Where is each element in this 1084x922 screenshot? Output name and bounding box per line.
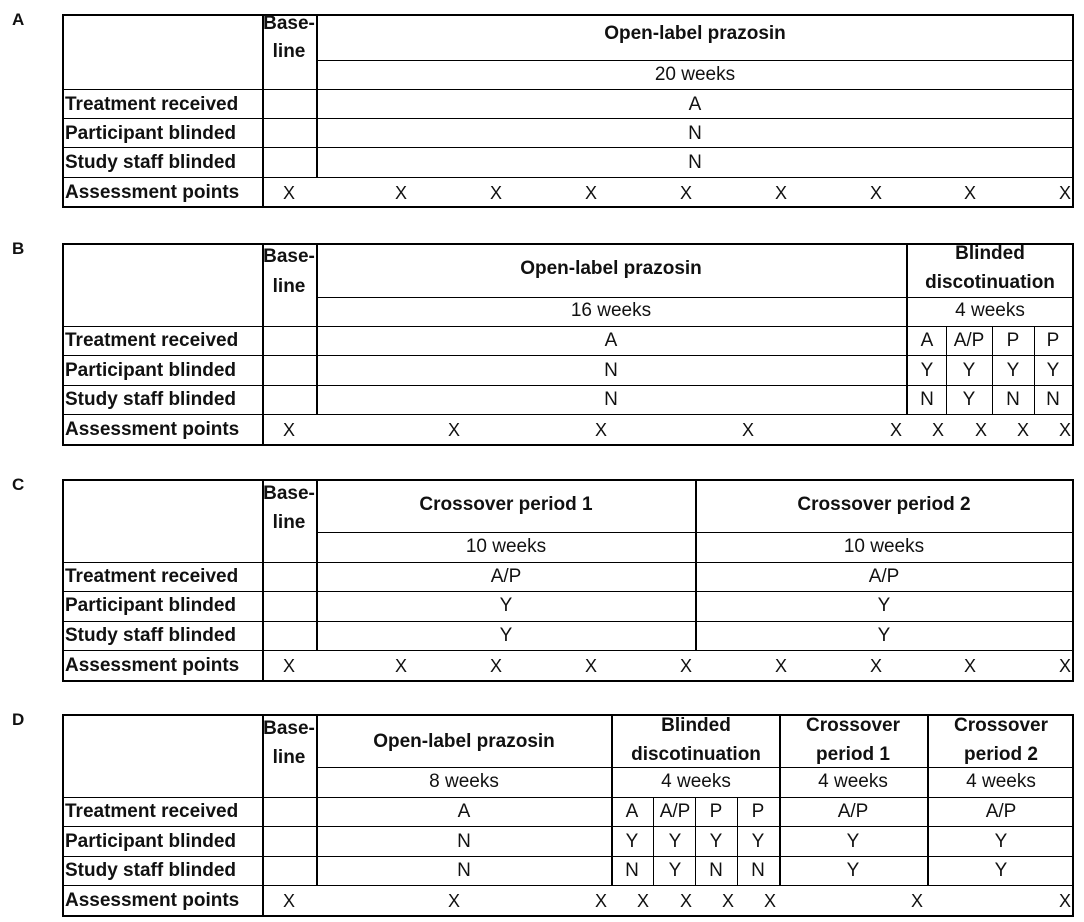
assessment-mark: X xyxy=(869,183,883,203)
assessment-mark: X xyxy=(282,420,296,440)
cell-staff: N xyxy=(751,860,765,881)
assessment-mark: X xyxy=(774,656,788,676)
cell-treatment: A xyxy=(920,330,934,351)
cell-participant: Y xyxy=(846,831,860,852)
assessment-mark: X xyxy=(763,891,777,911)
cell-staff: Y xyxy=(668,860,682,881)
assessment-mark: X xyxy=(282,891,296,911)
row-label-participant: Participant blinded xyxy=(65,360,237,381)
baseline-header-line1: Base- xyxy=(263,718,315,739)
baseline-header-line1: Base- xyxy=(263,13,315,34)
row-label-participant: Participant blinded xyxy=(65,831,237,852)
assessment-mark: X xyxy=(869,656,883,676)
assessment-mark: X xyxy=(636,891,650,911)
cell-staff: N xyxy=(709,860,723,881)
cell-participant: Y xyxy=(625,831,639,852)
panel-b xyxy=(0,239,1084,447)
baseline-header-line2: line xyxy=(272,41,306,62)
row-label-treatment: Treatment received xyxy=(65,94,239,115)
cell-staff: N xyxy=(604,389,618,410)
phase-title: Crossover period 1 xyxy=(419,494,593,515)
panel-label: D xyxy=(12,710,25,729)
row-label-staff: Study staff blinded xyxy=(65,625,236,646)
assessment-mark: X xyxy=(447,420,461,440)
phase-title: Crossover xyxy=(806,715,900,736)
assessment-mark: X xyxy=(1058,891,1072,911)
assessment-mark: X xyxy=(721,891,735,911)
phase-title: Open-label prazosin xyxy=(373,731,555,752)
baseline-header-line2: line xyxy=(272,276,306,297)
cell-treatment: P xyxy=(751,801,765,822)
row-label-assessment: Assessment points xyxy=(65,419,240,440)
cell-staff: N xyxy=(688,152,702,173)
assessment-mark: X xyxy=(1058,420,1072,440)
row-label-staff: Study staff blinded xyxy=(65,152,236,173)
baseline-header-line1: Base- xyxy=(263,483,315,504)
cell-treatment: P xyxy=(1006,330,1020,351)
assessment-mark: X xyxy=(394,183,408,203)
baseline-header-line2: line xyxy=(272,512,306,533)
phase-title: Crossover period 2 xyxy=(797,494,971,515)
cell-staff: N xyxy=(920,389,934,410)
row-label-assessment: Assessment points xyxy=(65,655,240,676)
cell-treatment: A xyxy=(688,94,702,115)
cell-staff: Y xyxy=(846,860,860,881)
cell-treatment: A/P xyxy=(837,801,869,822)
cell-treatment: A xyxy=(625,801,639,822)
cell-treatment: A/P xyxy=(868,566,900,587)
assessment-mark: X xyxy=(963,656,977,676)
assessment-mark: X xyxy=(282,656,296,676)
phase-title: Blinded xyxy=(661,715,731,736)
phase-title: discotinuation xyxy=(925,272,1055,293)
row-label-treatment: Treatment received xyxy=(65,801,239,822)
phase-duration: 10 weeks xyxy=(465,536,547,557)
assessment-mark: X xyxy=(594,891,608,911)
assessment-mark: X xyxy=(282,183,296,203)
assessment-mark: X xyxy=(963,183,977,203)
cell-participant: N xyxy=(457,831,471,852)
cell-participant: Y xyxy=(962,360,976,381)
row-label-participant: Participant blinded xyxy=(65,595,237,616)
phase-duration: 4 weeks xyxy=(661,771,731,792)
cell-staff: N xyxy=(1006,389,1020,410)
phase-title: period 1 xyxy=(816,744,890,765)
row-label-treatment: Treatment received xyxy=(65,330,239,351)
cell-participant: Y xyxy=(877,595,891,616)
assessment-mark: X xyxy=(679,183,693,203)
baseline-header-line1: Base- xyxy=(263,246,315,267)
cell-treatment: A/P xyxy=(985,801,1017,822)
cell-participant: Y xyxy=(668,831,682,852)
row-label-assessment: Assessment points xyxy=(65,890,240,911)
cell-staff: Y xyxy=(877,625,891,646)
assessment-mark: X xyxy=(489,183,503,203)
assessment-mark: X xyxy=(584,183,598,203)
assessment-mark: X xyxy=(741,420,755,440)
phase-title: Blinded xyxy=(955,243,1025,264)
assessment-mark: X xyxy=(1016,420,1030,440)
cell-treatment: P xyxy=(1046,330,1060,351)
assessment-mark: X xyxy=(774,183,788,203)
phase-title: Open-label prazosin xyxy=(520,258,702,279)
cell-treatment: A/P xyxy=(953,330,985,351)
row-label-assessment: Assessment points xyxy=(65,182,240,203)
assessment-mark: X xyxy=(447,891,461,911)
assessment-mark: X xyxy=(394,656,408,676)
cell-staff: Y xyxy=(994,860,1008,881)
cell-staff: N xyxy=(1046,389,1060,410)
cell-participant: Y xyxy=(920,360,934,381)
cell-participant: N xyxy=(688,123,702,144)
phase-duration: 10 weeks xyxy=(843,536,925,557)
row-label-participant: Participant blinded xyxy=(65,123,237,144)
assessment-mark: X xyxy=(1058,656,1072,676)
cell-treatment: A/P xyxy=(490,566,522,587)
phase-duration: 4 weeks xyxy=(818,771,888,792)
cell-participant: Y xyxy=(751,831,765,852)
phase-title: Crossover xyxy=(954,715,1048,736)
row-label-treatment: Treatment received xyxy=(65,566,239,587)
assessment-mark: X xyxy=(679,656,693,676)
baseline-header-line2: line xyxy=(272,747,306,768)
panel-label: C xyxy=(12,475,25,494)
cell-treatment: A xyxy=(604,330,618,351)
cell-staff: N xyxy=(625,860,639,881)
cell-participant: Y xyxy=(499,595,513,616)
row-label-staff: Study staff blinded xyxy=(65,389,236,410)
cell-participant: Y xyxy=(1006,360,1020,381)
assessment-mark: X xyxy=(931,420,945,440)
cell-participant: N xyxy=(604,360,618,381)
assessment-mark: X xyxy=(910,891,924,911)
assessment-mark: X xyxy=(584,656,598,676)
cell-participant: Y xyxy=(994,831,1008,852)
cell-staff: Y xyxy=(499,625,513,646)
assessment-mark: X xyxy=(679,891,693,911)
cell-treatment: P xyxy=(709,801,723,822)
cell-staff: N xyxy=(457,860,471,881)
phase-title: period 2 xyxy=(964,744,1038,765)
cell-staff: Y xyxy=(962,389,976,410)
panel-d xyxy=(0,710,1084,918)
cell-participant: Y xyxy=(1046,360,1060,381)
assessment-mark: X xyxy=(889,420,903,440)
cell-treatment: A xyxy=(457,801,471,822)
cell-treatment: A/P xyxy=(659,801,691,822)
panel-a xyxy=(0,10,1084,210)
phase-duration: 16 weeks xyxy=(570,300,652,321)
phase-duration: 8 weeks xyxy=(429,771,499,792)
phase-duration: 4 weeks xyxy=(955,300,1025,321)
row-label-staff: Study staff blinded xyxy=(65,860,236,881)
phase-duration: 4 weeks xyxy=(966,771,1036,792)
phase-duration: 20 weeks xyxy=(654,64,736,85)
phase-title: discotinuation xyxy=(631,744,761,765)
panel-c xyxy=(0,475,1084,683)
panel-label: B xyxy=(12,239,25,258)
assessment-mark: X xyxy=(489,656,503,676)
panel-label: A xyxy=(12,10,25,29)
assessment-mark: X xyxy=(594,420,608,440)
cell-participant: Y xyxy=(709,831,723,852)
phase-title: Open-label prazosin xyxy=(604,23,786,44)
assessment-mark: X xyxy=(974,420,988,440)
assessment-mark: X xyxy=(1058,183,1072,203)
